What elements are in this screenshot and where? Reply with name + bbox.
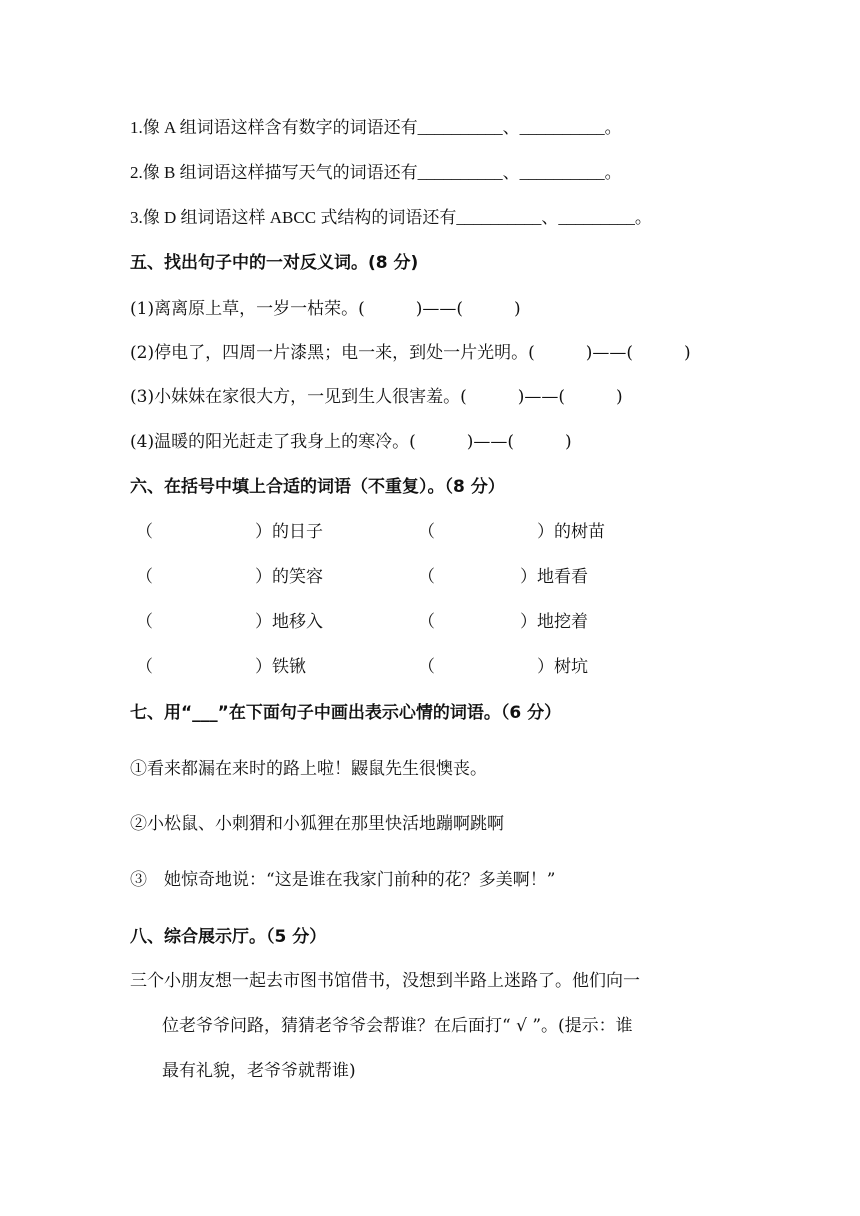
section6-row1-left: （ ）的日子 bbox=[136, 522, 323, 542]
section4-item-1: 1.像 A 组词语这样含有数字的词语还有__________、__________。 bbox=[130, 118, 622, 137]
section5-title: 五、找出句子中的一对反义词。(8 分) bbox=[130, 253, 419, 273]
section6-row3-right: （ ）地挖着 bbox=[418, 612, 588, 632]
section8-paragraph-line3: 最有礼貌，老爷爷就帮谁) bbox=[162, 1061, 356, 1081]
section8-title: 八、综合展示厅。（5 分） bbox=[130, 927, 327, 947]
section6-row2-left: （ ）的笑容 bbox=[136, 567, 323, 587]
section6-row1-right: （ ）的树苗 bbox=[418, 522, 605, 542]
section6-row3-left: （ ）地移入 bbox=[136, 612, 323, 632]
section4-item-3: 3.像 D 组词语这样 ABCC 式结构的词语还有__________、_________。 bbox=[130, 208, 652, 227]
section5-item-4: (4)温暖的阳光赶走了我身上的寒冷。( )——( ) bbox=[130, 432, 572, 452]
section4-item-2: 2.像 B 组词语这样描写天气的词语还有__________、__________。 bbox=[130, 163, 622, 182]
section7-item-1: ①看来都漏在来时的路上啦！鼹鼠先生很懊丧。 bbox=[130, 759, 487, 779]
section6-row4-left: （ ）铁锹 bbox=[136, 657, 306, 677]
section8-paragraph-line2: 位老爷爷问路，猜猜老爷爷会帮谁？在后面打“ √ ”。(提示：谁 bbox=[162, 1016, 633, 1036]
section7-item-2: ②小松鼠、小刺猬和小狐狸在那里快活地蹦啊跳啊 bbox=[130, 814, 504, 834]
section6-row4-right: （ ）树坑 bbox=[418, 657, 588, 677]
section7-title: 七、用“___”在下面句子中画出表示心情的词语。（6 分） bbox=[130, 703, 562, 723]
section6-title: 六、在括号中填上合适的词语（不重复）。（8 分） bbox=[130, 477, 505, 497]
section5-item-2: (2)停电了，四周一片漆黑；电一来，到处一片光明。( )——( ) bbox=[130, 343, 691, 363]
section6-row2-right: （ ）地看看 bbox=[418, 567, 588, 587]
section8-paragraph-line1: 三个小朋友想一起去市图书馆借书，没想到半路上迷路了。他们向一 bbox=[130, 971, 640, 991]
section5-item-3: (3)小妹妹在家很大方，一见到生人很害羞。( )——( ) bbox=[130, 387, 623, 407]
section5-item-1: (1)离离原上草，一岁一枯荣。( )——( ) bbox=[130, 299, 521, 319]
section7-item-3: ③ 她惊奇地说：“这是谁在我家门前种的花？多美啊！” bbox=[130, 870, 556, 890]
